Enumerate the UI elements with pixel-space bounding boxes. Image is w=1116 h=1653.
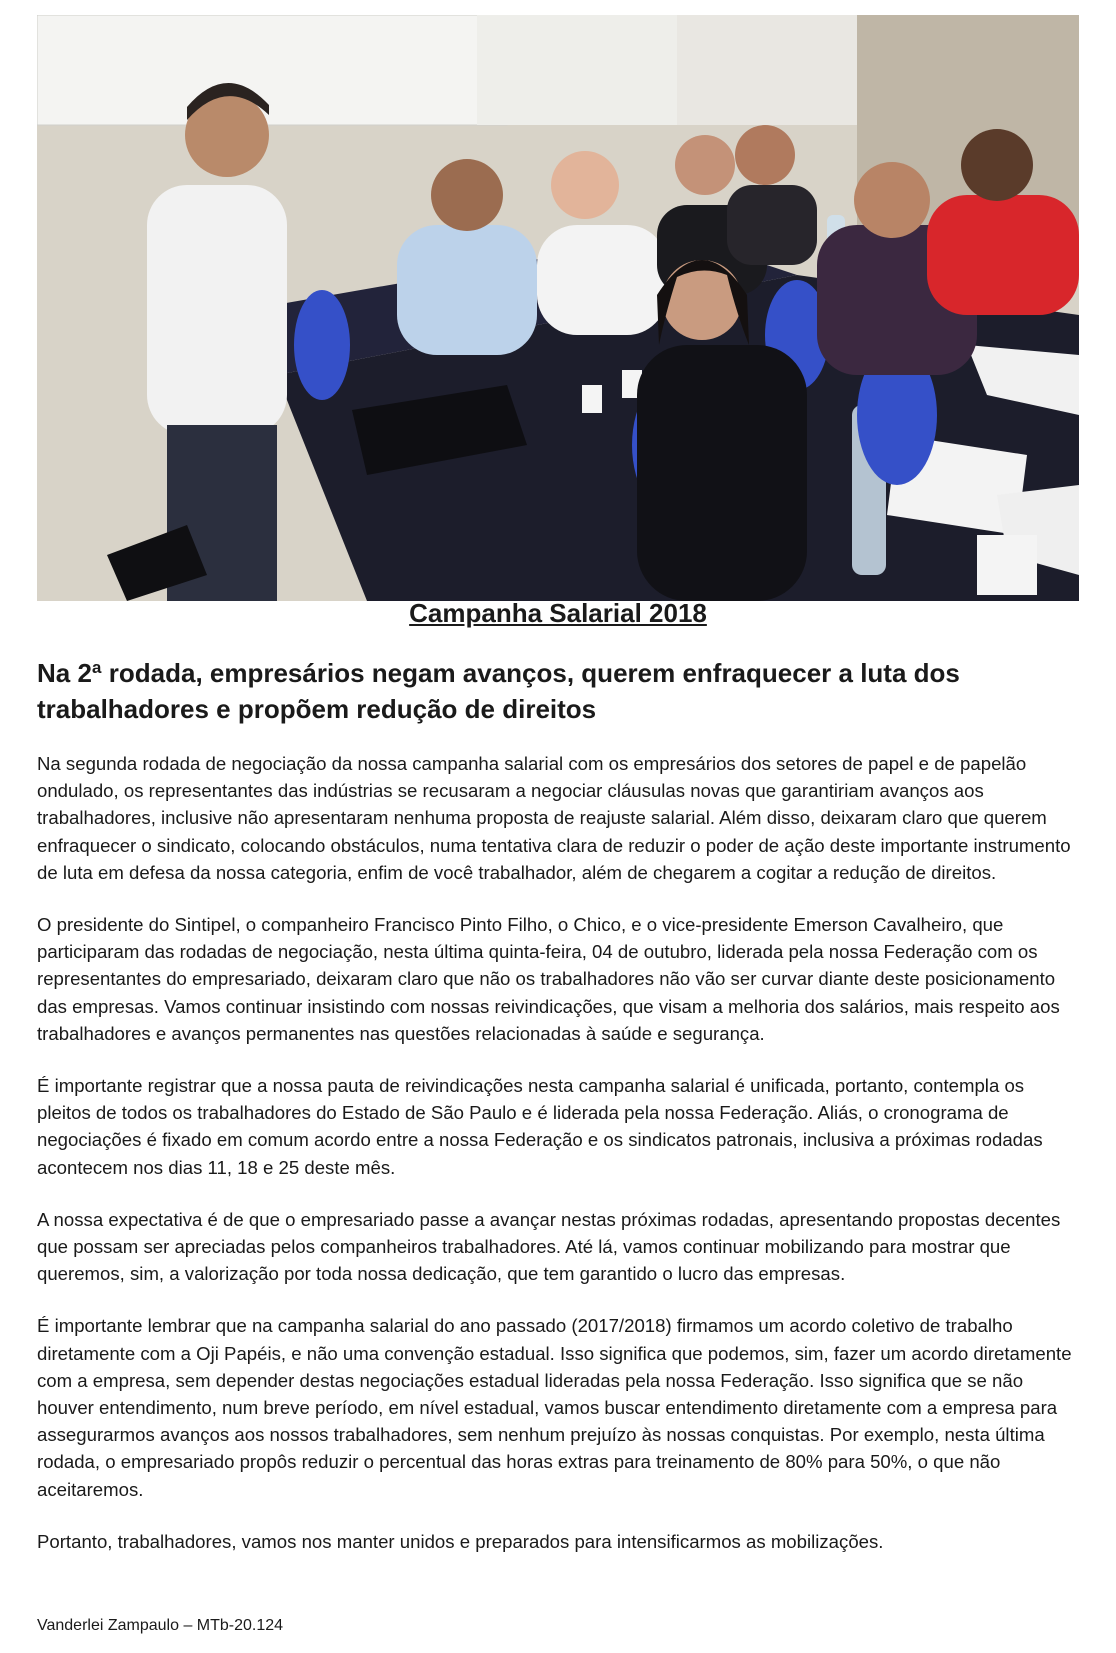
paragraph: Na segunda rodada de negociação da nossa campanha salarial com os empresários dos setores de papel e de papelão ondulado, os representantes das indústrias se recusaram a negociar cláusulas novas que garantiriam avanços aos trabalhadores, inclusive não apresentaram nenhuma proposta de reajuste salarial. Além disso, deixaram claro que querem enfraquecer o sindicato, colocando obstáculos, numa tentativa clara de reduzir o poder de ação deste importante instrumento de luta em defesa da nossa categoria, enfim de você trabalhador, além de chegarem a cogitar a redução de direitos. — [37, 753, 1071, 883]
paragraph: É importante lembrar que na campanha salarial do ano passado (2017/2018) firmamos um acordo coletivo de trabalho diretamente com a Oji Papéis, e não uma convenção estadual. Isso significa que podemos, sim, fazer um acordo diretamente com a empresa, sem depender destas negociações estadual lideradas pela nossa Federação. Isso significa que se não houver entendimento, num breve período, em nível estadual, vamos buscar entendimento diretamente com a empresa para assegurarmos avanços aos nossos trabalhadores, sem nenhum prejuízo às nossas conquistas. Por exemplo, nesta última rodada, o empresariado propôs reduzir o percentual das horas extras para treinamento de 80% para 50%, o que não aceitaremos. — [37, 1315, 1072, 1500]
section-title: Campanha Salarial 2018 — [409, 598, 707, 628]
paragraph: O presidente do Sintipel, o companheiro Francisco Pinto Filho, o Chico, e o vice-presidente Emerson Cavalheiro, que participaram das rodadas de negociação, nesta última quinta-feira, 04 de outubro, liderada pela nossa Federação com os representantes do empresariado, deixaram claro que não os trabalhadores não vão ser curvar diante deste posicionamento das empresas. Vamos continuar insistindo com nossas reivindicações, que visam a melhoria dos salários, mais respeito aos trabalhadores e avanços permanentes nas questões relacionadas à saúde e segurança. — [37, 914, 1060, 1044]
byline: Vanderlei Zampaulo – MTb-20.124 — [37, 1617, 284, 1634]
paragraph: A nossa expectativa é de que o empresariado passe a avançar nestas próximas rodadas, apresentando propostas decentes que possam ser apreciadas pelos companheiros trabalhadores. Até lá, vamos continuar mobilizando para mostrar que queremos, sim, a valorização por toda nossa dedicação, que tem garantido o lucro das empresas. — [37, 1208, 1061, 1285]
paragraph: Portanto, trabalhadores, vamos nos manter unidos e preparados para intensificarmos as mobilizações. — [37, 1530, 884, 1552]
paragraph: É importante registrar que a nossa pauta de reivindicações nesta campanha salarial é unificada, portanto, contempla os pleitos de todos os trabalhadores do Estado de São Paulo e é liderada pela nossa Federação. Aliás, o cronograma de negociações é fixado em comum acordo entre a nossa Federação e os sindicatos patronais, inclusiva a próximas rodadas acontecem nos dias 11, 18 e 25 deste mês. — [37, 1075, 1043, 1178]
article-body — [37, 750, 1082, 1580]
meeting-photo — [37, 15, 1079, 601]
article-headline: Na 2ª rodada, empresários negam avanços, querem enfraquecer a luta dos trabalhadores e propõem redução de direitos — [37, 658, 960, 724]
